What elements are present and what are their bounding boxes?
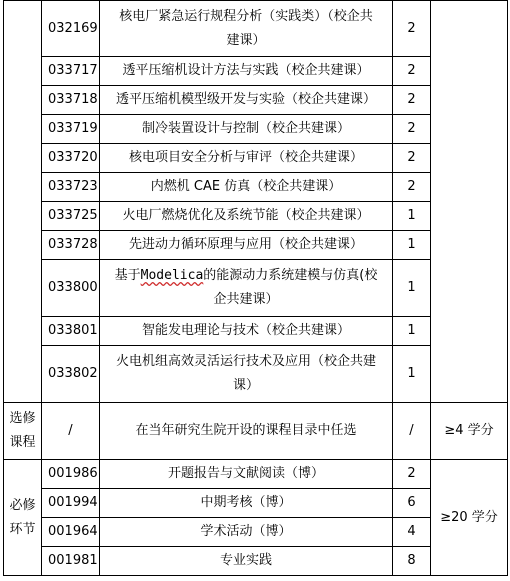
course-code: 033717	[42, 57, 100, 86]
table-row	[4, 1, 508, 57]
curriculum-table	[3, 0, 508, 576]
course-code: 033718	[42, 86, 100, 115]
course-credits: 2	[393, 57, 431, 86]
course-credits: 2	[393, 1, 431, 57]
spellcheck-marked-word: Modelica	[140, 268, 204, 283]
course-name: 先进动力循环原理与应用（校企共建课）	[100, 231, 393, 260]
course-name: 透平压缩机模型级开发与实验（校企共建课）	[100, 86, 393, 115]
course-code: 033719	[42, 115, 100, 144]
course-name: 智能发电理论与技术（校企共建课）	[100, 317, 393, 346]
category-required: 必修 环节	[4, 460, 42, 576]
course-code: 033723	[42, 173, 100, 202]
course-credits: 1	[393, 231, 431, 260]
course-code: 033800	[42, 260, 100, 317]
course-credits: 2	[393, 144, 431, 173]
course-name: 透平压缩机设计方法与实践（校企共建课）	[100, 57, 393, 86]
course-code: 001986	[42, 460, 100, 489]
course-code: 033802	[42, 346, 100, 403]
course-code: 033720	[42, 144, 100, 173]
course-name: 核电厂紧急运行规程分析（实践类）（校企共 建课）	[100, 1, 393, 57]
requirement-cell-continued	[431, 1, 508, 403]
course-name: 火电机组高效灵活运行技术及应用（校企共建 课）	[100, 346, 393, 403]
elective-row	[4, 403, 508, 460]
course-name: 制冷装置设计与控制（校企共建课）	[100, 115, 393, 144]
course-name: 内燃机 CAE 仿真（校企共建课）	[100, 173, 393, 202]
course-credits: 4	[393, 518, 431, 547]
course-code: 001981	[42, 547, 100, 576]
course-code: 001964	[42, 518, 100, 547]
course-code: 033801	[42, 317, 100, 346]
course-credits: 8	[393, 547, 431, 576]
course-code: 001994	[42, 489, 100, 518]
course-name: 专业实践	[100, 547, 393, 576]
course-credits: /	[393, 403, 431, 460]
course-code: 032169	[42, 1, 100, 57]
course-credits: 2	[393, 115, 431, 144]
course-credits: 6	[393, 489, 431, 518]
category-cell-continued	[4, 1, 42, 403]
course-name: 中期考核（博）	[100, 489, 393, 518]
course-name: 基于Modelica的能源动力系统建模与仿真(校 企共建课）	[100, 260, 393, 317]
course-credits: 1	[393, 317, 431, 346]
course-name: 学术活动（博）	[100, 518, 393, 547]
course-credits: 1	[393, 202, 431, 231]
credit-requirement: ≥20 学分	[431, 460, 508, 576]
table-row	[4, 460, 508, 489]
category-elective: 选修 课程	[4, 403, 42, 460]
course-credits: 2	[393, 460, 431, 489]
course-credits: 2	[393, 86, 431, 115]
course-code: 033728	[42, 231, 100, 260]
course-credits: 1	[393, 260, 431, 317]
course-code: /	[42, 403, 100, 460]
course-name: 在当年研究生院开设的课程目录中任选	[100, 403, 393, 460]
course-name: 火电厂燃烧优化及系统节能（校企共建课）	[100, 202, 393, 231]
credit-requirement: ≥4 学分	[431, 403, 508, 460]
course-code: 033725	[42, 202, 100, 231]
course-credits: 1	[393, 346, 431, 403]
course-name: 核电项目安全分析与审评（校企共建课）	[100, 144, 393, 173]
course-name: 开题报告与文献阅读（博）	[100, 460, 393, 489]
course-credits: 2	[393, 173, 431, 202]
